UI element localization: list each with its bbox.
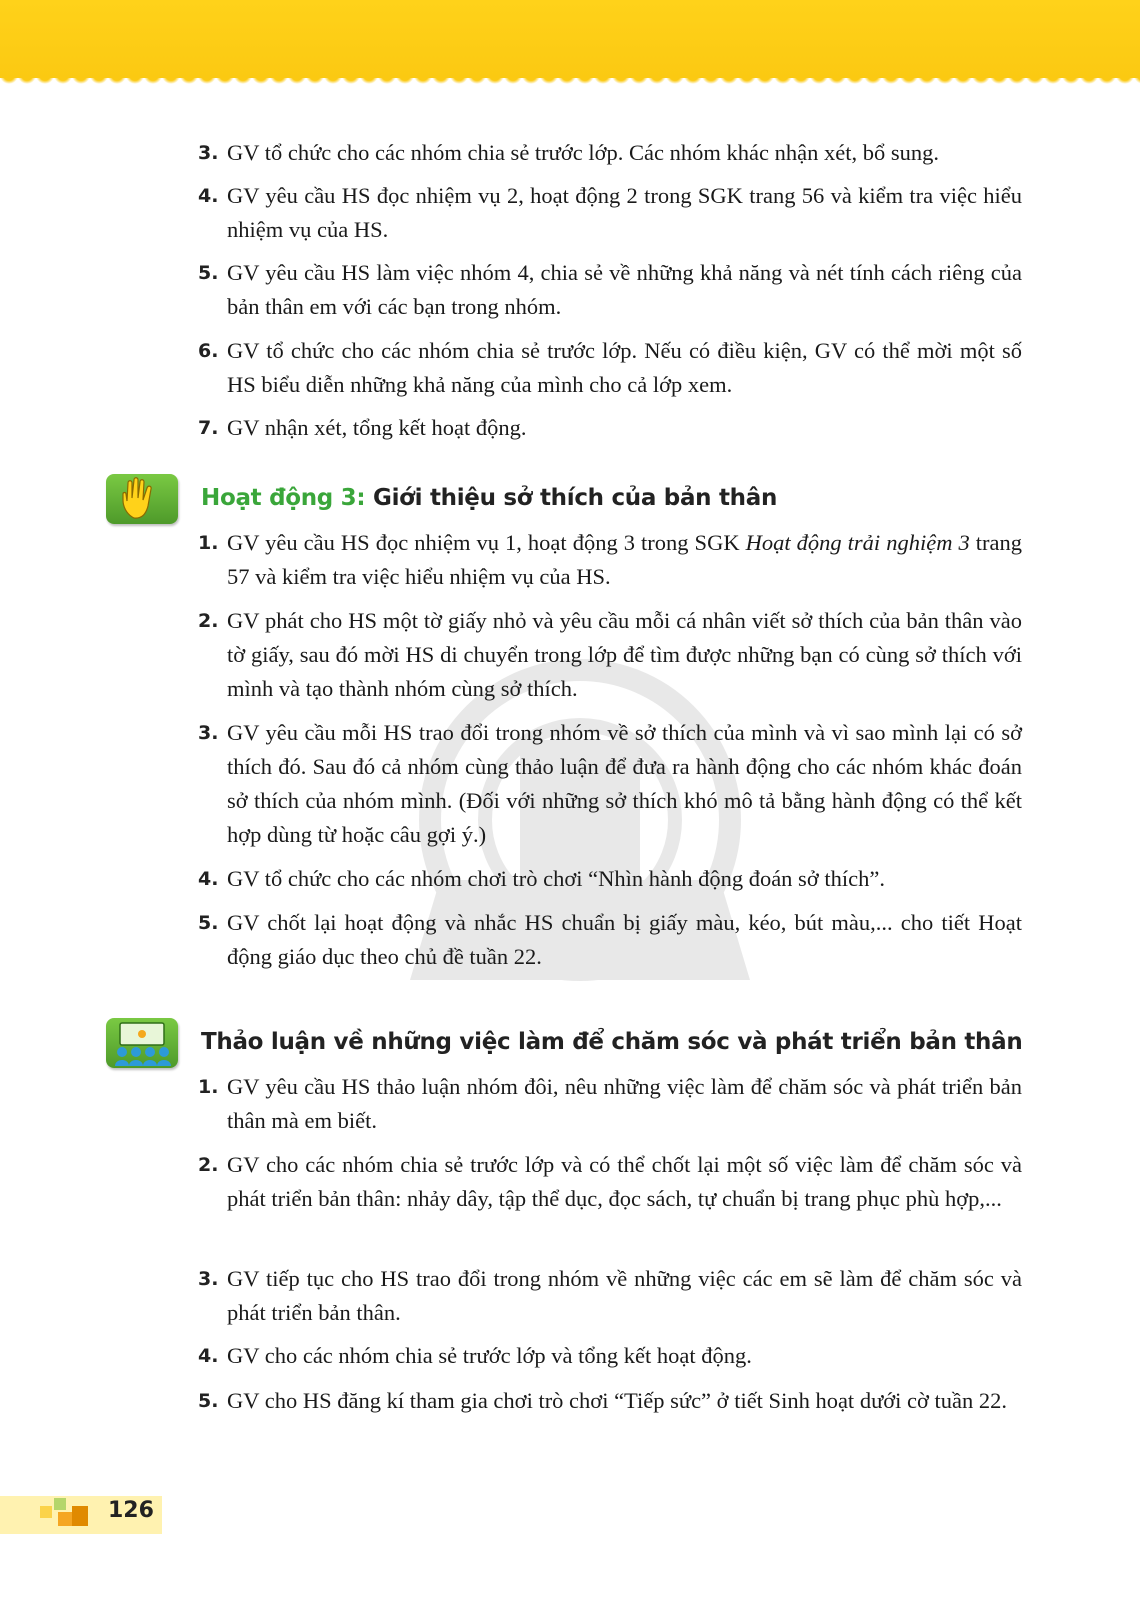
list-item: 4. GV cho các nhóm chia sẻ trước lớp và tổng kết hoạt động. xyxy=(198,1343,752,1368)
footer-square xyxy=(58,1512,72,1526)
list-item: 2. GV phát cho HS một tờ giấy nhỏ và yêu cầu mỗi cá nhân viết sở thích của bản thân vào tờ giấy, sau đó mời HS di chuyển trong lớp để tìm được những bạn có cùng sở thích với mình và tạo thành nhóm cùng sở thích. xyxy=(198,608,1022,701)
footer-square xyxy=(54,1498,66,1510)
list-item: 3. GV yêu cầu mỗi HS trao đổi trong nhóm về sở thích của mình và vì sao mình lại có sở thích đó. Sau đó cả nhóm cùng thảo luận để đưa ra hành động cho các nhóm khác đoán sở thích của nhóm mình. (Đối với những sở thích khó mô tả bằng hành động có thể kết hợp dùng từ hoặc câu gợi ý.) xyxy=(198,720,1022,847)
list-item: 1. GV yêu cầu HS thảo luận nhóm đôi, nêu những việc làm để chăm sóc và phát triển bản thân mà em biết. xyxy=(198,1074,1022,1133)
list-item: 2. GV cho các nhóm chia sẻ trước lớp và có thể chốt lại một số việc làm để chăm sóc và phát triển bản thân: nhảy dây, tập thể dục, đọc sách, tự chuẩn bị trang phục phù hợp,... xyxy=(198,1152,1022,1211)
list-item: 5. GV cho HS đăng kí tham gia chơi trò chơi “Tiếp sức” ở tiết Sinh hoạt dưới cờ tuần 22. xyxy=(198,1388,1008,1413)
list-item: 6. GV tổ chức cho các nhóm chia sẻ trước lớp. Nếu có điều kiện, GV có thể mời một số HS biểu diễn những khả năng của mình cho cả lớp xem. xyxy=(198,338,1022,397)
list-item: 1. GV yêu cầu HS đọc nhiệm vụ 1, hoạt động 3 trong SGK Hoạt động trải nghiệm 3 trang 57 và kiểm tra việc hiểu nhiệm vụ của HS. xyxy=(198,530,1023,589)
list-item: 4. GV tổ chức cho các nhóm chơi trò chơi “Nhìn hành động đoán sở thích”. xyxy=(198,866,885,891)
footer-square xyxy=(40,1506,52,1518)
page-number: 126 xyxy=(108,1498,154,1523)
list-item: 3. GV tiếp tục cho HS trao đổi trong nhóm về những việc các em sẽ làm để chăm sóc và phát triển bản thân. xyxy=(198,1266,1022,1325)
group-discussion-icon xyxy=(106,1018,178,1068)
hand-icon xyxy=(106,474,178,524)
list-item: 4. GV yêu cầu HS đọc nhiệm vụ 2, hoạt động 2 trong SGK trang 56 và kiểm tra việc hiểu nhiệm vụ của HS. xyxy=(198,183,1022,242)
footer-square xyxy=(72,1506,88,1526)
list-item: 5. GV yêu cầu HS làm việc nhóm 4, chia sẻ về những khả năng và nét tính cách riêng của bản thân em với các bạn trong nhóm. xyxy=(198,260,1022,319)
section-heading: Hoạt động 3: Giới thiệu sở thích của bản thân xyxy=(201,485,778,511)
list-item: 5. GV chốt lại hoạt động và nhắc HS chuẩn bị giấy màu, kéo, bút màu,... cho tiết Hoạt động giáo dục theo chủ đề tuần 22. xyxy=(198,910,1022,969)
top-decorative-band xyxy=(0,0,1140,78)
section-heading: Thảo luận về những việc làm để chăm sóc và phát triển bản thân xyxy=(201,1029,1023,1055)
list-item: 3. GV tổ chức cho các nhóm chia sẻ trước lớp. Các nhóm khác nhận xét, bổ sung. xyxy=(198,140,939,165)
list-item: 7. GV nhận xét, tổng kết hoạt động. xyxy=(198,415,527,440)
